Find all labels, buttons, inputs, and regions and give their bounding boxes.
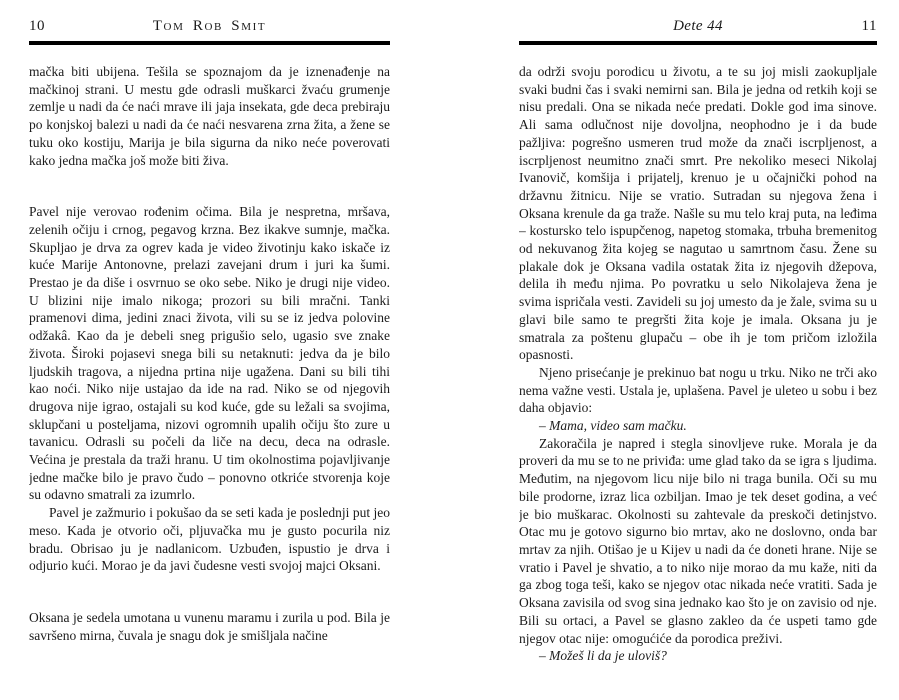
paragraph: Pavel je zažmurio i pokušao da se seti kada je poslednji put jeo meso. Kada je otvorio oči, pljuvačka mu je gusto pocurila niz bradu. Obrisao ju je nadlanicom. Uzbuđen, ispustio je drva i odjurio kući. Morao je da javi čudesne vesti svojoj majci Oksani. xyxy=(29,505,390,574)
page-body-right xyxy=(519,63,877,665)
page-header-right xyxy=(519,0,877,36)
page-number-right: 11 xyxy=(861,18,877,34)
running-head-author: Tom Rob Smit xyxy=(152,18,267,34)
dialogue-line: – Možeš li da je uloviš? xyxy=(539,648,667,664)
page-header-left xyxy=(29,0,390,36)
paragraph-section-start: Oksana je sedela umotana u vunenu maramu i zurila u pod. Bila je savršeno mirna, čuvala je snagu dok je smišljala načine xyxy=(29,609,390,643)
paragraph-continuation: mačka biti ubijena. Tešila se spoznajom da je iznenađenje na mačkinoj strani. U mestu gde odrasli muškarci žvaću grumenje zemlje u nadi da će naći mrave ili jaja insekata, gde deca prebiraju po konjskoj balezi u nadi da će naći nesvarena zrna žita, a žene se tuku oko kostiju, Marija je bila sigurna da niko neće poverovati kako jedna mačka još može biti živa. xyxy=(29,64,390,168)
paragraph-continuation: da održi svoju porodicu u životu, a te su joj misli zaokupljale svaki budni čas i svaki nemirni san. Bila je jedna od retkih koji se nisu predali. Ona se nikada neće predati. Dokle god ima sinove. Ali sama odlučnost nije dovoljna, neophodno je i da bude pažljiva: pogrešno usmeren trud može da znači iscrpljenost, a iscrpljenost neumitno znači smrt. Pre nekoliko meseci Nikolaj Ivanovič, komšija i prijatelj, krenuo je u očajnički pohod na državnu žitnicu. Nije se vratio. Sutradan su njegova žena i Oksana krenule da ga traže. Našle su mu telo kraj puta, na leđima – kostursko telo ispupčenog, napetog stomaka, trbuha bremenitog od nekuvanog žita kojeg se nagutao u samrtnom času. Žene su plakale dok je Oksana vadila ostatak žita iz njegovih džepova, delila ih među njima. Po povratku u selo Nikolajeva žena je svima ispričala vesti. Zavideli su joj umesto da je žale, svima su u glavi bile samo te pregršti žita koje je imala. Oksana ju je smatrala za poštenu glupaču – obe ih je tom pričom izložila opasnosti. xyxy=(519,64,877,363)
paragraph: Njeno prisećanje je prekinuo bat nogu u trku. Niko ne trči ako nema važne vesti. Ustala je, uplašena. Pavel je uleteo u sobu i bez daha objavio: xyxy=(519,364,877,416)
paragraph: Zakoračila je napred i stegla sinovljeve ruke. Morala je da proveri da mu se to ne priviđa: ume glad tako da se igra s ljudima. Međutim, na njegovom licu nije bilo ni traga bunila. Oči su mu bile prodorne, izraz lica ozbiljan. Imao je tek deset godina, a već je bio muškarac. Okolnosti su zahtevale da preskoči detinjstvo. Otac mu je gotovo sigurno bio mrtav, ako ne doslovno, onda bar mrtav za njih. Otišao je u Kijev u nadi da će doneti hrane. Nije se vratio i Pavel je shvatio, a to niko nije morao da mu kaže, niti da ga zbog toga teši, kako se njegov otac nikada neće vratiti. Sada je Oksana zavisila od svog sina jednako kao što je on zavisio od nje. Bili su ortaci, a Pavel se glasno zakleo da će uspeti tamo gde njegov otac nije: omogućiće da porodica preživi. xyxy=(519,435,877,646)
paragraph-section-start: Pavel nije verovao rođenim očima. Bila je nespretna, mršava, zelenih očiju i crnog, pegavog krzna. Bez ikakve sumnje, mačka. Skupljao je drva za ogrev kada je video životinju kako iskače iz kuće Marije Antonovne, prelazi zavejani drum i juri ka šumi. Prestao je da diše i osvrnuo se oko sebe. Niko je drugi nije video. U blizini nije imalo nikoga; prozori su bili mračni. Tanki pramenovi dima, jedini znaci života, vili su se iz jedva polovine odžakâ. Kao da je debeli sneg prigušio selo, ugasio sve znake života. Široki pojasevi snega bili su netaknuti: jedva da je bilo ljudskih tragova, a nijedna prtina nije ugažena. Dani su bili tihi kao noći. Niko nije ustajao da ide na rad. Niko se od njegovih drugova nije igrao, ostajali su kod kuće, gde su ležali sa svojima, sklupčani u posteljama, nizovi ogromnih upalih očiju što zure u tavanicu. Odrasli su počeli da liče na decu, deca na odrasle. Većina je prestala da traži hranu. U tim okolnostima pojavljivanje jedne mačke bilo je pravo čudo – ponovno otkriće stvorenja koje su odavno smatrali za izumrlo. xyxy=(29,204,390,503)
page-body-left xyxy=(29,63,390,644)
page-left xyxy=(29,0,390,700)
header-rule-left xyxy=(29,41,390,45)
running-head-title: Dete 44 xyxy=(673,18,723,34)
header-rule-right xyxy=(519,41,877,45)
page-number-left: 10 xyxy=(29,18,45,34)
page-right xyxy=(519,0,877,700)
dialogue-line: – Mama, video sam mačku. xyxy=(539,418,687,434)
